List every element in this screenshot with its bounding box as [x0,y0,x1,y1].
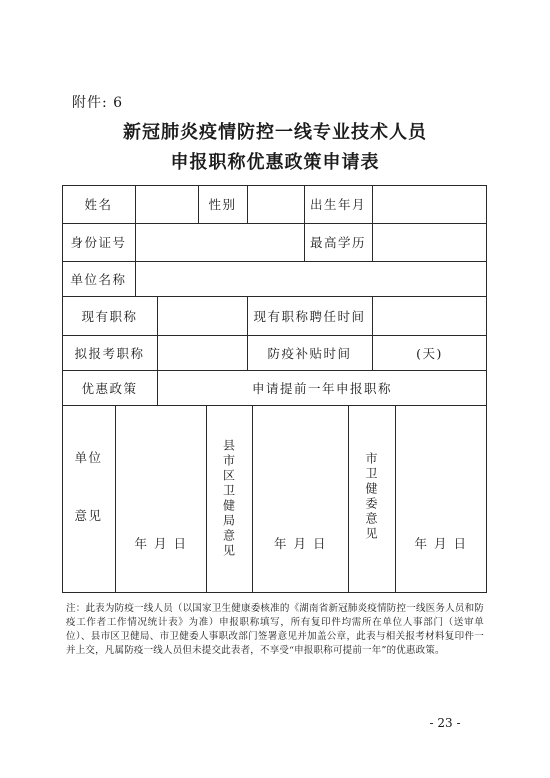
current-title-field[interactable] [158,296,247,335]
col-divider [115,405,116,593]
gender-label: 性别 [208,197,237,212]
footnote: 注：此表为防疫一线人员（以国家卫生健康委核准的《湖南省新冠肺炎疫情防控一线医务人员和防疫工作者工作情况统计表》为准）申报职称填写，所有复印件均需所在单位人事部门（送审单位）、县市区卫健局、市卫健委人事职改部门签署意见并加盖公章，此表与相关报考材料复印件一并上交，凡属防疫一线人员但未提交此表者，不享受“申报职称可提前一年”的优惠政策。 [66,603,484,656]
table-border-bottom [62,592,487,593]
policy-label: 优惠政策 [81,380,138,396]
birth-date-label: 出生年月 [309,197,366,212]
target-title-field[interactable] [158,335,247,370]
current-title-label: 现有职称 [81,308,138,324]
gender-field[interactable] [248,185,304,223]
county-opinion-text: 县市区卫健局意见 [221,439,236,559]
title-line-1: 新冠肺炎疫情防控一线专业技术人员 [123,122,427,143]
county-opinion-label [206,405,252,593]
name-label: 姓名 [84,197,113,212]
col-divider [252,405,253,593]
city-opinion-label [348,417,395,577]
row-divider [62,405,487,406]
target-title-label: 拟报考职称 [74,345,145,361]
unit-name-label: 单位名称 [70,271,127,287]
title-line-2: 申报职称优惠政策申请表 [170,152,380,173]
attachment-label: 附件: 6 [72,95,124,111]
unit-opinion-label-2: 意见 [74,508,103,523]
unit-name-field[interactable] [136,261,486,296]
county-opinion-date[interactable]: 年 月 日 [274,536,327,551]
id-number-label: 身份证号 [70,235,127,250]
table-border-right [486,185,487,593]
unit-opinion-date[interactable]: 年 月 日 [134,536,188,551]
city-opinion-date[interactable]: 年 月 日 [414,536,468,551]
city-opinion-text: 市卫健委意见 [364,452,378,542]
name-field[interactable] [136,185,198,223]
birth-date-field[interactable] [373,185,486,223]
application-form-table [62,185,487,593]
policy-value: 申请提前一年申报职称 [251,380,392,396]
education-label: 最高学历 [309,235,366,250]
subsidy-time-label: 防疫补贴时间 [267,345,352,361]
page-number: - 23 - [429,716,461,730]
id-number-field[interactable] [136,223,304,261]
unit-opinion-label-1: 单位 [74,450,103,465]
title-hire-time-field[interactable] [373,296,486,335]
education-field[interactable] [373,223,486,261]
col-divider [395,405,396,593]
subsidy-days-field[interactable]: (天) [416,345,443,361]
title-hire-time-label: 现有职称聘任时间 [253,308,366,324]
